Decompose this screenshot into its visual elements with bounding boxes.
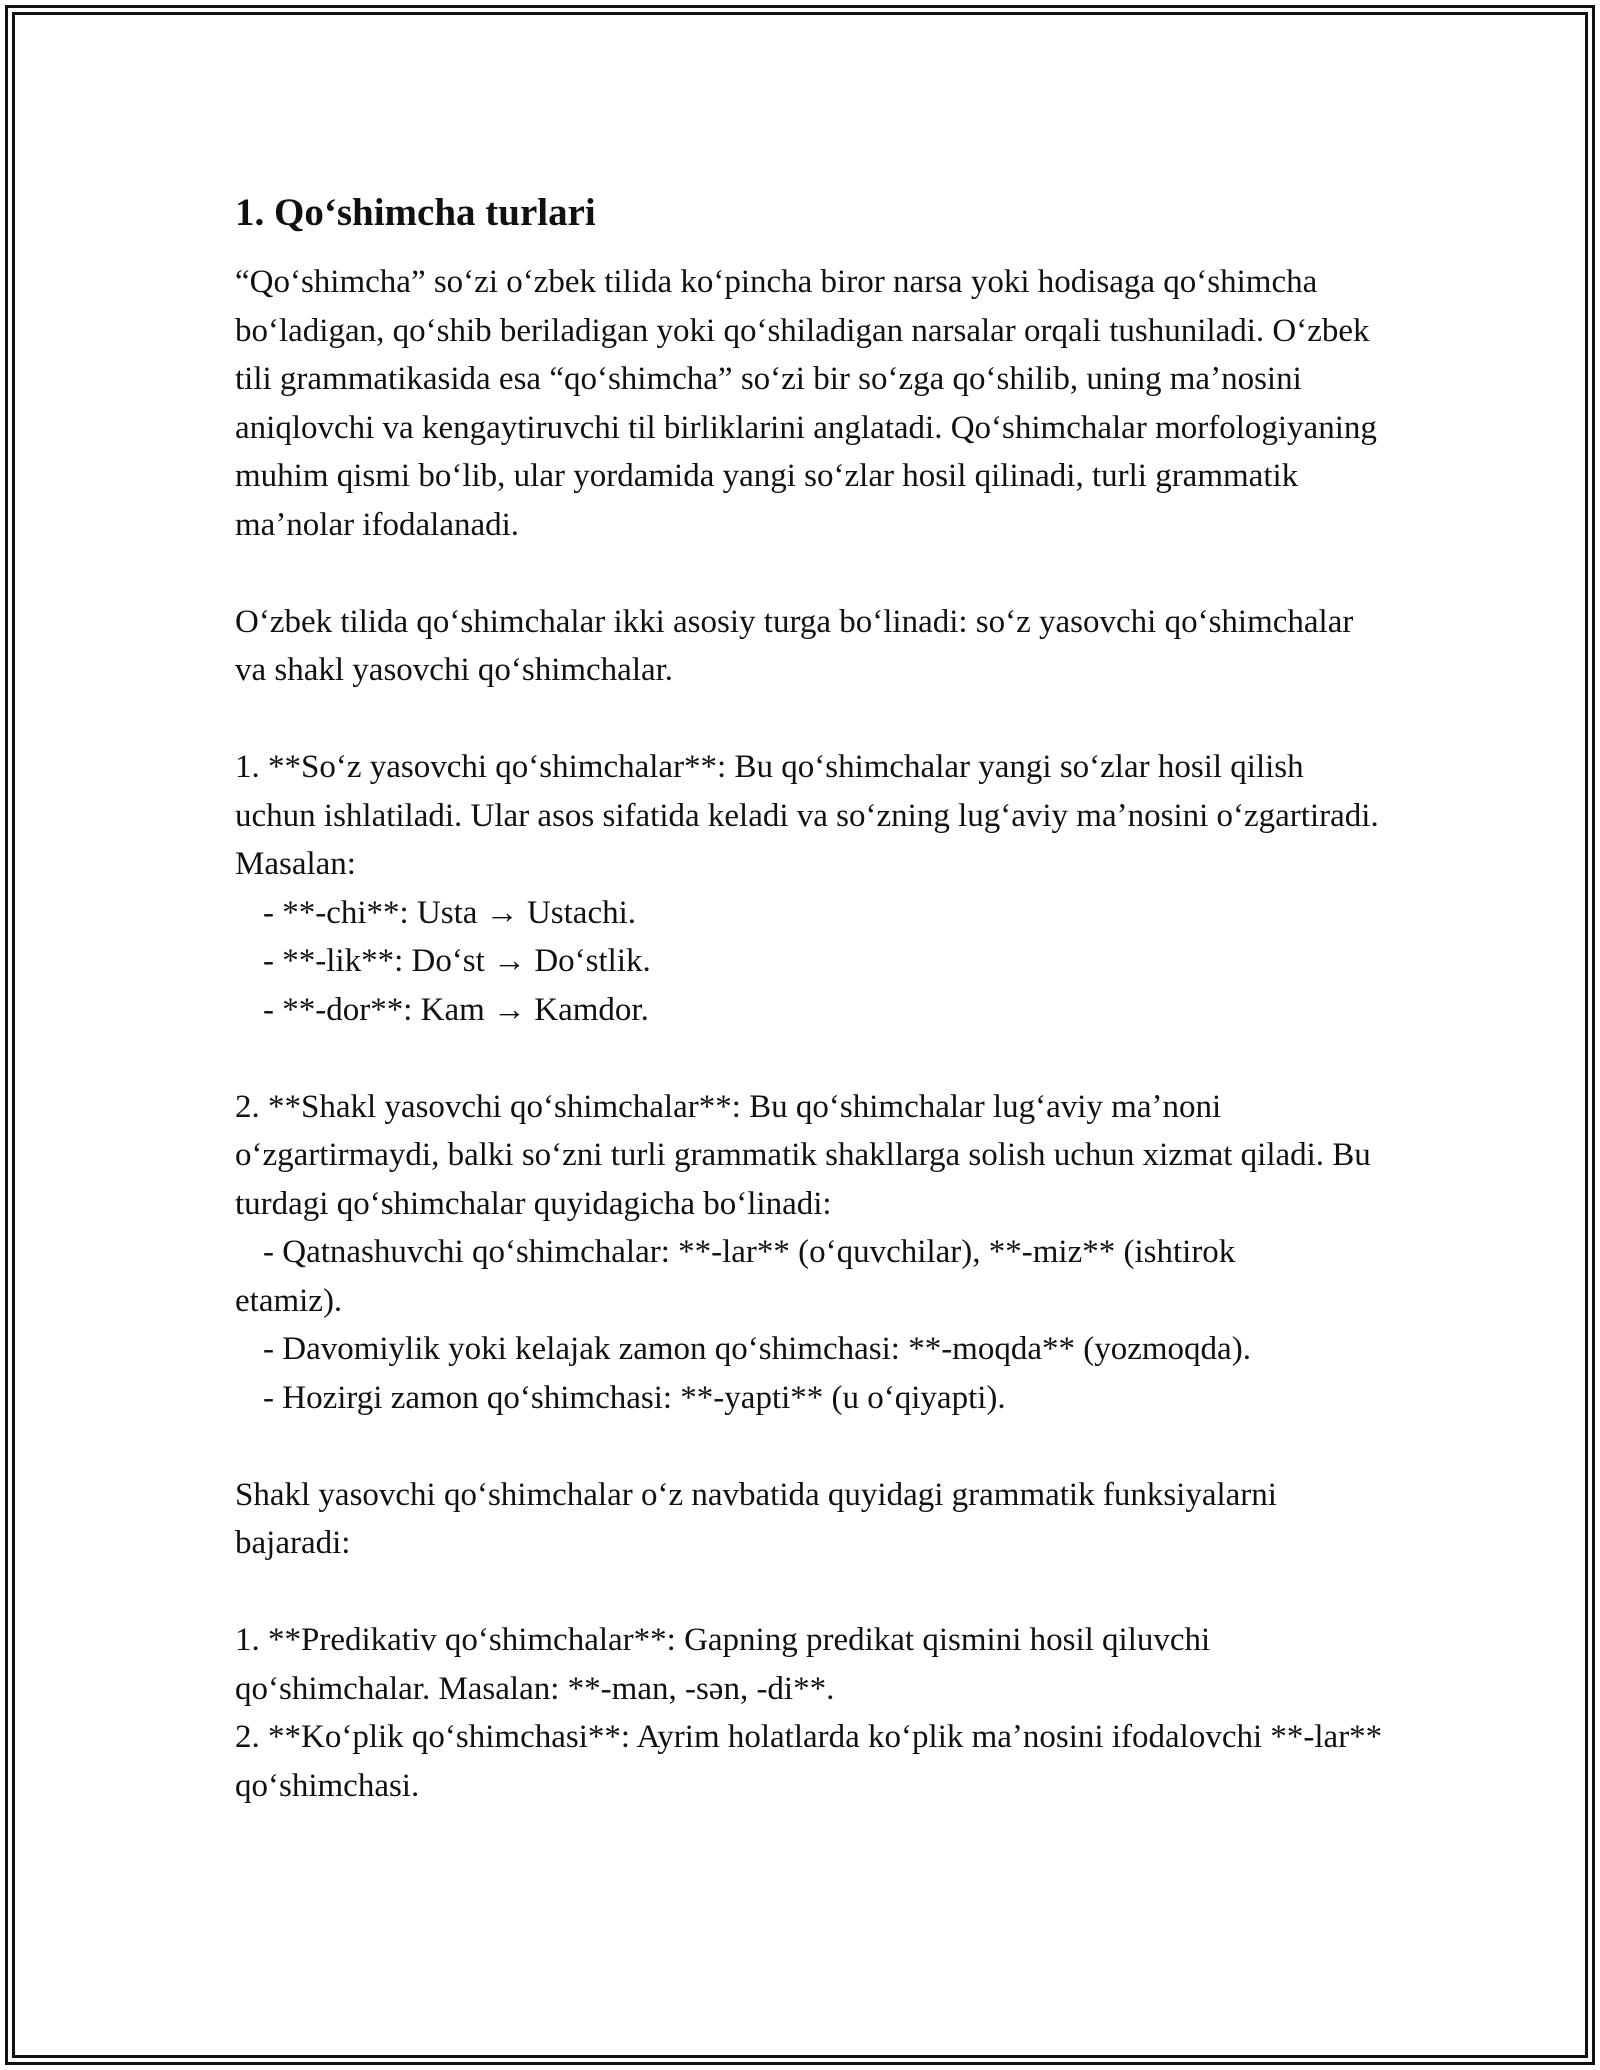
- intro-paragraph: “Qoʻshimcha” soʻzi oʻzbek tilida koʻpincha biror narsa yoki hodisaga qoʻshimcha boʻladigan, qoʻshib beriladigan yoki qoʻshiladigan narsalar orqali tushuniladi. Oʻzbek tili grammatikasida esa “qoʻshimcha” soʻzi bir soʻzga qoʻshilib, uning maʼnosini aniqlovchi va kengaytiruvchi til birliklarini anglatadi. Qoʻshimchalar morfologiyaning muhim qismi boʻlib, ular yordamida yangi soʻzlar hosil qilinadi, turli grammatik maʼnolar ifodalanadi.: [235, 264, 1377, 543]
- form-forming-paragraph: 2. **Shakl yasovchi qoʻshimchalar**: Bu qoʻshimchalar lugʻaviy maʼnoni oʻzgartirmaydi, balki soʻzni turli grammatik shakllarga solish uchun xizmat qiladi. Bu turdagi qoʻshimchalar quyidagicha boʻlinadi:: [235, 1088, 1371, 1222]
- example-item: - **-lik**: Doʻst → Doʻstlik.: [263, 943, 651, 979]
- word-forming-paragraph: 1. **Soʻz yasovchi qoʻshimchalar**: Bu qoʻshimchalar yangi soʻzlar hosil qilish uchun ishlatiladi. Ular asos sifatida keladi va soʻzning lugʻaviy maʼnosini oʻzgartiradi. Masalan:: [235, 749, 1379, 882]
- types-paragraph: Oʻzbek tilida qoʻshimchalar ikki asosiy turga boʻlinadi: soʻz yasovchi qoʻshimchalar va shakl yasovchi qoʻshimchalar.: [235, 603, 1354, 688]
- list-item-continuation: etamiz).: [235, 1282, 343, 1319]
- paragraph-gap: [235, 1422, 1385, 1471]
- list-item: - Davomiylik yoki kelajak zamon qoʻshimchasi: **-moqda** (yozmoqda).: [263, 1331, 1251, 1367]
- paragraph-gap: [235, 549, 1385, 598]
- function-item: 2. **Koʻplik qoʻshimchasi**: Ayrim holatlarda koʻplik maʼnosini ifodalovchi **-lar** qoʻshimchasi.: [235, 1719, 1383, 1804]
- functions-paragraph: Shakl yasovchi qoʻshimchalar oʻz navbatida quyidagi grammatik funksiyalarni bajaradi:: [235, 1476, 1277, 1561]
- paragraph-gap: [235, 1034, 1385, 1083]
- paragraph-gap: [235, 1568, 1385, 1617]
- list-item: - Qatnashuvchi qoʻshimchalar: **-lar** (oʻquvchilar), **-miz** (ishtirok: [263, 1234, 1236, 1270]
- function-item: 1. **Predikativ qoʻshimchalar**: Gapning predikat qismini hosil qiluvchi qoʻshimchalar. Masalan: **-man, -sən, -di**.: [235, 1622, 1211, 1707]
- list-item: - Hozirgi zamon qoʻshimchasi: **-yapti** (u oʻqiyapti).: [263, 1379, 1006, 1416]
- section-heading: 1. Qoʻshimcha turlari: [235, 191, 596, 234]
- example-item: - **-chi**: Usta → Ustachi.: [263, 894, 637, 931]
- document-body: [235, 188, 1385, 1810]
- example-item: - **-dor**: Kam → Kamdor.: [263, 991, 649, 1028]
- paragraph-gap: [235, 695, 1385, 744]
